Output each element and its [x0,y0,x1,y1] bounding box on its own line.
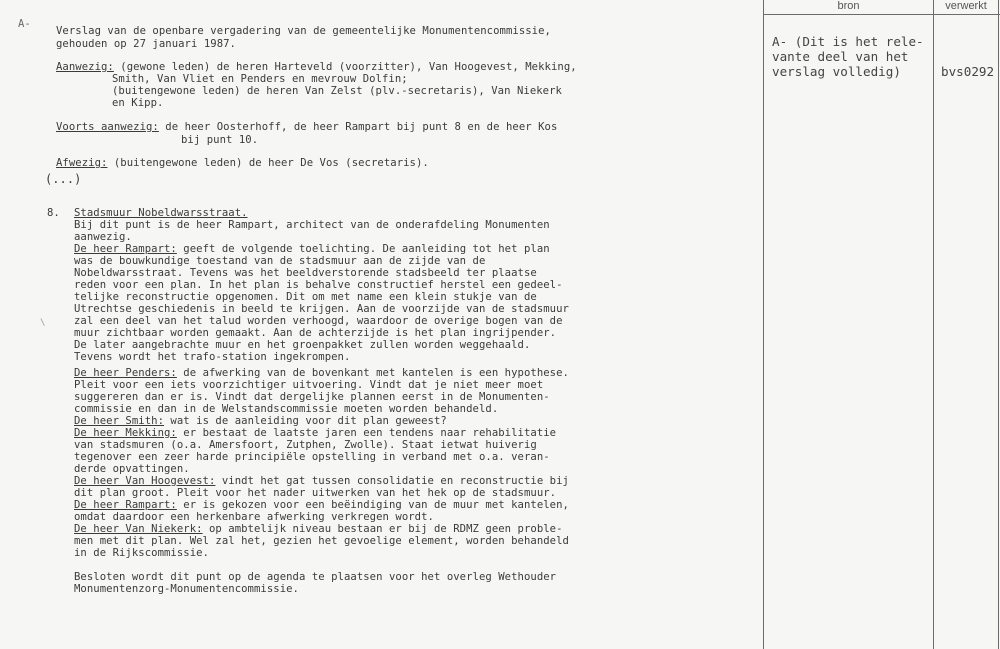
header-rule [763,14,1000,15]
decision-line: Monumentenzorg-Monumentencommissie. [74,583,299,595]
column-divider [933,0,934,649]
item-heading: Stadsmuur Nobeldwarsstraat. [74,207,248,219]
mekking-line: derde opvattingen. [74,463,190,475]
speaker-label: De heer Van Hoogevest: [74,475,216,487]
voorts-label: Voorts aanwezig: [56,121,159,133]
item-intro-line: aanwezig. [74,231,132,243]
bron-note-line: verslag volledig) [772,64,901,79]
rampart-reply-line: omdat daardoor een herkenbare afwerking verkregen wordt. [74,511,434,523]
column-header-bron: bron [837,0,860,12]
aanwezig-label: Aanwezig: [56,61,114,73]
voorts-line: bij punt 10. [181,134,259,146]
column-header-verwerkt: verwerkt [945,0,987,12]
speaker-label: De heer Rampart: [74,499,177,511]
report-title-line: gehouden op 27 januari 1987. [56,38,236,50]
speaker-label: De heer Mekking: [74,427,177,439]
penders-statement: De heer Penders: de afwerking van de bovenkant met kantelen is een hypothese. [74,367,569,379]
rampart-line: Tevens wordt het trafo-station ingekrompen. [74,351,351,363]
verwerkt-code: bvs0292 [941,64,995,79]
item-intro-line: Bij dit punt is de heer Rampart, architect van de onderafdeling Monumenten [74,219,550,231]
report-title-line: Verslag van de openbare vergadering van de gemeentelijke Monumentencommissie, [56,25,551,37]
margin-scribble: \ [40,318,46,328]
rampart-line: muur zichtbaar worden gemaakt. Aan de achterzijde is het plan ingrijpender. [74,327,557,339]
ellipsis: (...) [45,172,82,186]
hoogevest-line: dit plan groot. Pleit voor het nader uitwerken van het hek op de stadsmuur. [74,487,557,499]
penders-line: suggereren dan er is. Vindt dat dergelijke plannen eerst in de Monumenten- [74,391,550,403]
rampart-statement: De heer Rampart: geeft de volgende toelichting. De aanleiding tot het plan [74,243,550,255]
rampart-reply: De heer Rampart: er is gekozen voor een beëindiging van de muur met kantelen, [74,499,569,511]
mekking-line: tegenover een zeer harde principiële opstelling in verband met o.a. veran- [74,451,550,463]
penders-line: commissie en dan in de Welstandscommissie moeten worden behandeld. [74,403,499,415]
source-table [763,0,1000,649]
bron-note-line: vante deel van het [772,49,909,64]
penders-line: Pleit voor een iets voorzichtiger uitvoering. Vindt dat je niet meer moet [74,379,544,391]
afwezig-label: Afwezig: [56,157,108,169]
niekerk-line: men met dit plan. Wel zal het, gezien het gevoelige element, worden behandeld [74,535,569,547]
speaker-label: De heer Penders: [74,367,177,379]
niekerk-line: in de Rijkscommissie. [74,547,209,559]
rampart-line: zal een deel van het talud worden verhoogd, waardoor de overige bogen van de [74,315,563,327]
bron-note-line: A- (Dit is het rele- [772,34,924,49]
rampart-line: reden voor een plan. In het plan is behalve constructief herstel een gedeel- [74,279,563,291]
smith-statement: De heer Smith: wat is de aanleiding voor dit plan geweest? [74,415,447,427]
rampart-line: De later aangebrachte muur en het groenpakket zullen worden weggehaald. [74,339,531,351]
mekking-line: van stadsmuren (o.a. Amersfoort, Zutphen, Zwolle). Staat ietwat huiverig [74,439,537,451]
voorts-line: Voorts aanwezig: de heer Oosterhoff, de heer Rampart bij punt 8 en de heer Kos [56,121,558,133]
rampart-line: Utrechtse geschiedenis in beeld te krijgen. Aan de voorzijde van de stadsmuur [74,303,569,315]
margin-marker: A- [18,18,31,30]
column-divider [763,0,764,649]
column-divider [998,0,999,649]
rampart-line: was de bouwkundige toestand van de stadsmuur aan de zijde van de [74,255,486,267]
hoogevest-statement: De heer Van Hoogevest: vindt het gat tussen consolidatie en reconstructie bij [74,475,569,487]
speaker-label: De heer Smith: [74,415,164,427]
niekerk-statement: De heer Van Niekerk: op ambtelijk niveau bestaan er bij de RDMZ geen proble- [74,523,563,535]
aanwezig-line: en Kipp. [112,97,164,109]
aanwezig-line: Aanwezig: (gewone leden) de heren Harteveld (voorzitter), Van Hoogevest, Mekking, [56,61,577,73]
aanwezig-line: (buitengewone leden) de heren Van Zelst (plv.-secretaris), Van Niekerk [112,85,562,97]
aanwezig-line: Smith, Van Vliet en Penders en mevrouw Dolfin; [112,73,408,85]
decision-line: Besloten wordt dit punt op de agenda te plaatsen voor het overleg Wethouder [74,571,557,583]
speaker-label: De heer Van Niekerk: [74,523,203,535]
speaker-label: De heer Rampart: [74,243,177,255]
item-number: 8. [47,207,60,219]
rampart-line: Nobeldwarsstraat. Tevens was het beeldverstorende stadsbeeld ter plaatse [74,267,537,279]
mekking-statement: De heer Mekking: er bestaat de laatste jaren een tendens naar rehabilitatie [74,427,557,439]
rampart-line: telijke reconstructie opgenomen. Dit om met name een klein stukje van de [74,291,537,303]
afwezig-line: Afwezig: (buitengewone leden) de heer De Vos (secretaris). [56,157,429,169]
